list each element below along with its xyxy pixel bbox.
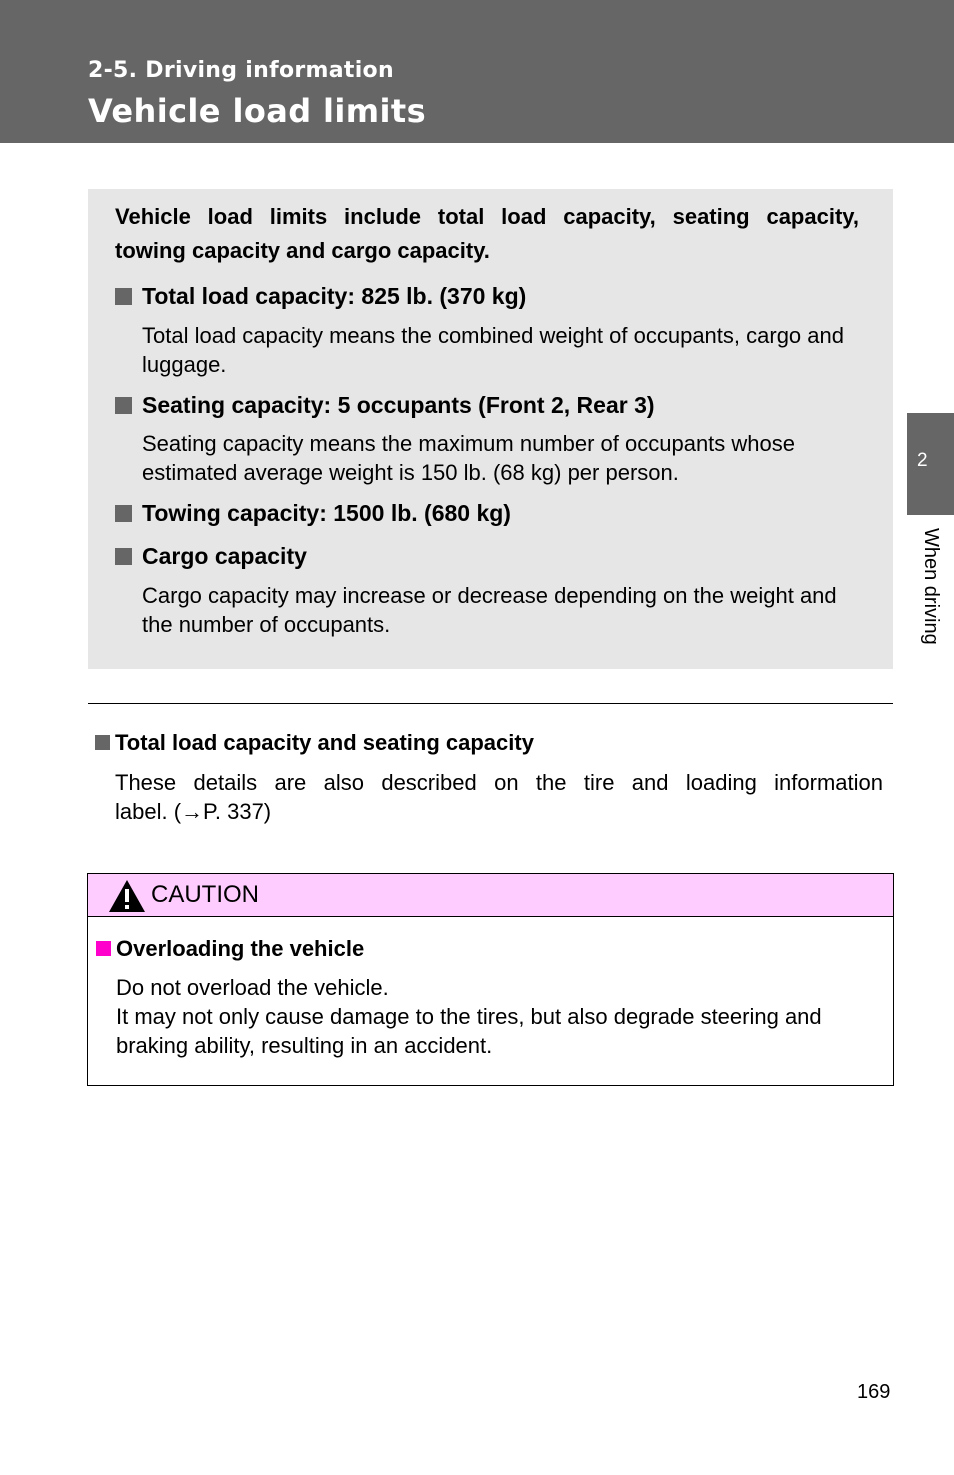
caution-box	[87, 873, 894, 1086]
section-label: 2-5. Driving information	[88, 58, 394, 83]
item-body-total-load: Total load capacity means the combined weight of occupants, cargo and luggage.	[142, 323, 844, 377]
item-heading-text: Cargo capacity	[142, 543, 307, 569]
divider	[88, 703, 893, 704]
square-bullet-icon	[96, 941, 111, 956]
square-bullet-icon	[115, 548, 132, 565]
chapter-tab	[907, 413, 954, 515]
caution-line1: Do not overload the vehicle.	[116, 975, 389, 1000]
item-body-cargo: Cargo capacity may increase or decrease depending on the weight and the number of occupants.	[142, 583, 837, 637]
caution-body	[116, 973, 891, 1060]
caution-heading-text: Overloading the vehicle	[116, 936, 365, 961]
summary-intro-line2: towing capacity and cargo capacity.	[115, 238, 490, 263]
caution-line2: It may not only cause damage to the tires, but also degrade steering and braking ability, resulting in an accident.	[116, 1004, 822, 1058]
item-heading-cargo	[115, 543, 307, 570]
chapter-tab-number: 2	[917, 450, 928, 471]
item-heading-text: Total load capacity: 825 lb. (370 kg)	[142, 283, 527, 309]
item-heading-text: Seating capacity: 5 occupants (Front 2, Rear 3)	[142, 392, 655, 418]
item-heading-seating	[115, 392, 655, 419]
summary-intro	[115, 200, 859, 268]
warning-triangle-icon	[108, 879, 146, 913]
note-body-line1: These details are also described on the tire and loading information	[115, 770, 883, 795]
square-bullet-icon	[115, 288, 132, 305]
note-heading-text: Total load capacity and seating capacity	[115, 730, 534, 755]
note-body	[115, 768, 883, 826]
item-body-seating: Seating capacity means the maximum number of occupants whose estimated average weight is 150 lb. (68 kg) per person.	[142, 431, 795, 485]
item-heading-towing	[115, 500, 511, 527]
square-bullet-icon	[95, 735, 110, 750]
item-heading-total-load	[115, 283, 526, 310]
caution-header	[88, 874, 893, 917]
page-header	[0, 0, 954, 143]
note-heading	[95, 730, 534, 756]
page-number: 169	[857, 1381, 891, 1403]
caution-title: CAUTION	[151, 881, 259, 908]
square-bullet-icon	[115, 397, 132, 414]
page-title: Vehicle load limits	[88, 92, 427, 130]
square-bullet-icon	[115, 505, 132, 522]
note-body-line2: label. (→P. 337)	[115, 799, 272, 824]
caution-heading	[96, 936, 364, 962]
item-heading-text: Towing capacity: 1500 lb. (680 kg)	[142, 500, 511, 526]
chapter-tab-label: When driving	[920, 528, 942, 645]
summary-intro-line1: Vehicle load limits include total load capacity, seating capacity,	[115, 204, 859, 229]
